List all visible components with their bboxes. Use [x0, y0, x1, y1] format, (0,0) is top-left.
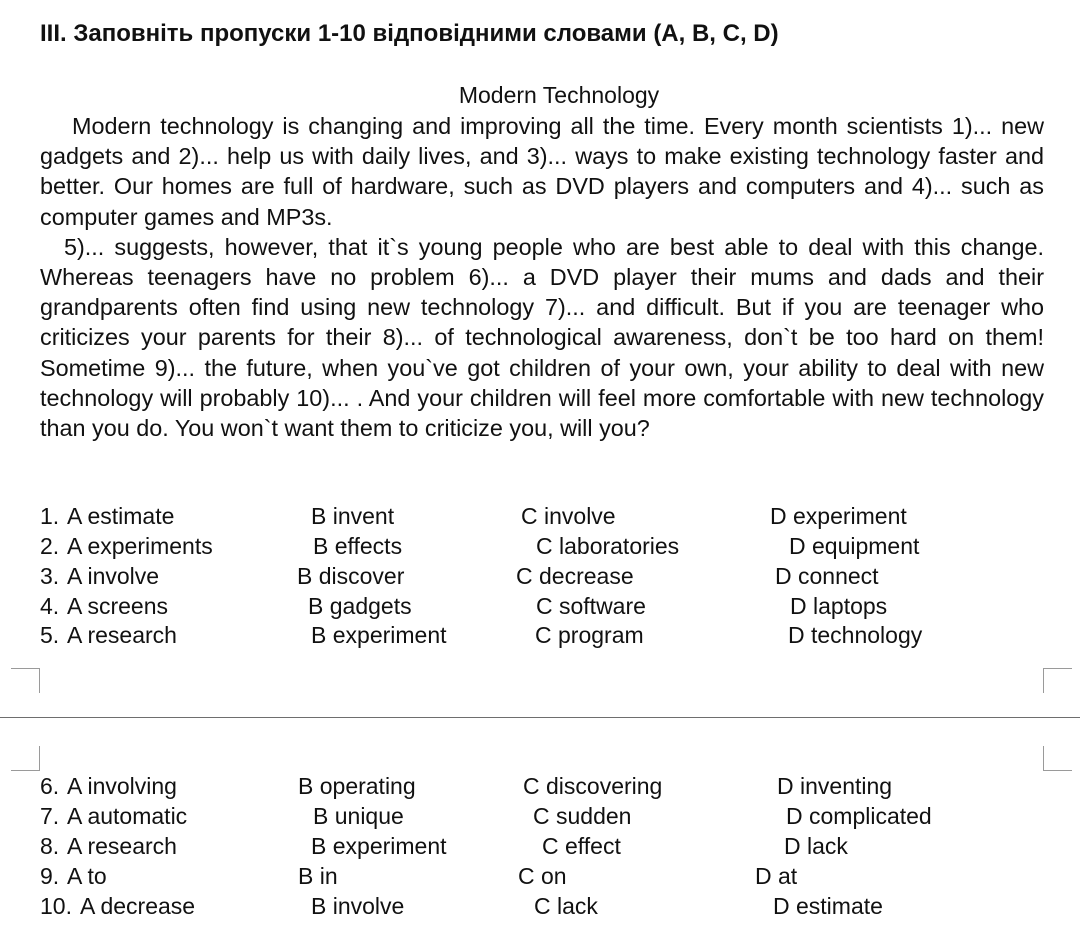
crop-corner-bottom-right: [1043, 746, 1072, 771]
option-d: D lack: [784, 833, 848, 859]
option-d: D at: [755, 863, 798, 889]
passage-paragraph-1: Modern technology is changing and improving all the time. Every month scientists 1)... new gadgets and 2)... help us with daily lives, and 3)... ways to make existing technology faster and better. Our homes are full of hardware, such as DVD players and computers and 4)... such as computer games and MP3s.: [40, 113, 1044, 230]
crop-corner-bottom-left: [11, 746, 40, 771]
options-row-6: [0, 773, 1080, 803]
option-b: B operating: [298, 773, 416, 799]
option-c: C decrease: [516, 563, 634, 589]
item-number: 7.: [40, 803, 60, 829]
option-b: B gadgets: [308, 593, 412, 619]
item-number: 9.: [40, 863, 60, 889]
option-d: D experiment: [770, 503, 907, 529]
exercise-heading: III. Заповніть пропуски 1-10 відповідними словами (A, B, C, D): [40, 20, 779, 47]
option-b: B involve: [311, 893, 405, 919]
option-d: D technology: [788, 622, 923, 648]
option-d: D equipment: [789, 533, 920, 559]
item-number: 6.: [40, 773, 60, 799]
option-a: A involving: [67, 773, 177, 799]
option-a: A involve: [67, 563, 160, 589]
crop-corner-top-right: [1043, 668, 1072, 693]
options-row-5: [0, 622, 1080, 652]
option-a: A decrease: [80, 893, 196, 919]
option-c: C laboratories: [536, 533, 680, 559]
option-d: D estimate: [773, 893, 883, 919]
option-c: C lack: [534, 893, 598, 919]
crop-corner-top-left: [11, 668, 40, 693]
reading-passage: [40, 111, 1044, 443]
options-row-3: [0, 563, 1080, 593]
option-a: A experiments: [67, 533, 213, 559]
item-number: 10.: [40, 893, 72, 919]
option-c: C software: [536, 593, 646, 619]
option-b: B unique: [313, 803, 404, 829]
option-a: A research: [67, 833, 177, 859]
option-d: D inventing: [777, 773, 893, 799]
item-number: 8.: [40, 833, 60, 859]
option-c: C on: [518, 863, 567, 889]
option-a: A automatic: [67, 803, 188, 829]
option-c: C involve: [521, 503, 616, 529]
options-row-1: [0, 503, 1080, 533]
options-row-4: [0, 593, 1080, 623]
page-separator: [0, 717, 1080, 718]
item-number: 2.: [40, 533, 60, 559]
option-b: B discover: [297, 563, 405, 589]
options-row-9: [0, 863, 1080, 893]
option-a: A estimate: [67, 503, 175, 529]
text-title: Modern Technology: [458, 82, 660, 108]
option-b: B invent: [311, 503, 395, 529]
option-d: D connect: [775, 563, 879, 589]
item-number: 4.: [40, 593, 60, 619]
option-d: D laptops: [790, 593, 888, 619]
options-row-8: [0, 833, 1080, 863]
option-b: B experiment: [311, 833, 447, 859]
option-a: A to: [67, 863, 107, 889]
option-c: C discovering: [523, 773, 663, 799]
option-a: A research: [67, 622, 177, 648]
passage-paragraph-2: 5)... suggests, however, that it`s young people who are best able to deal with this change. Whereas teenagers have no problem 6)... a DVD player their mums and dads and their grandparents often find using new technology 7)... and difficult. But if you are teenager who criticizes your parents for their 8)... of technological awareness, don`t be too hard on them! Sometime 9)... the future, when you`ve got children of your own, your ability to deal with new technology will probably 10)... . And your children will feel more comfortable with new technology than you do. You won`t want them to criticize you, will you?: [40, 233, 1044, 442]
option-c: C effect: [542, 833, 621, 859]
item-number: 5.: [40, 622, 60, 648]
item-number: 3.: [40, 563, 60, 589]
option-b: B experiment: [311, 622, 447, 648]
options-row-10: [0, 893, 1080, 923]
options-row-7: [0, 803, 1080, 833]
options-row-2: [0, 533, 1080, 563]
option-b: B in: [298, 863, 338, 889]
option-d: D complicated: [786, 803, 932, 829]
option-b: B effects: [313, 533, 403, 559]
option-c: C program: [535, 622, 644, 648]
item-number: 1.: [40, 503, 60, 529]
option-c: C sudden: [533, 803, 632, 829]
option-a: A screens: [67, 593, 168, 619]
